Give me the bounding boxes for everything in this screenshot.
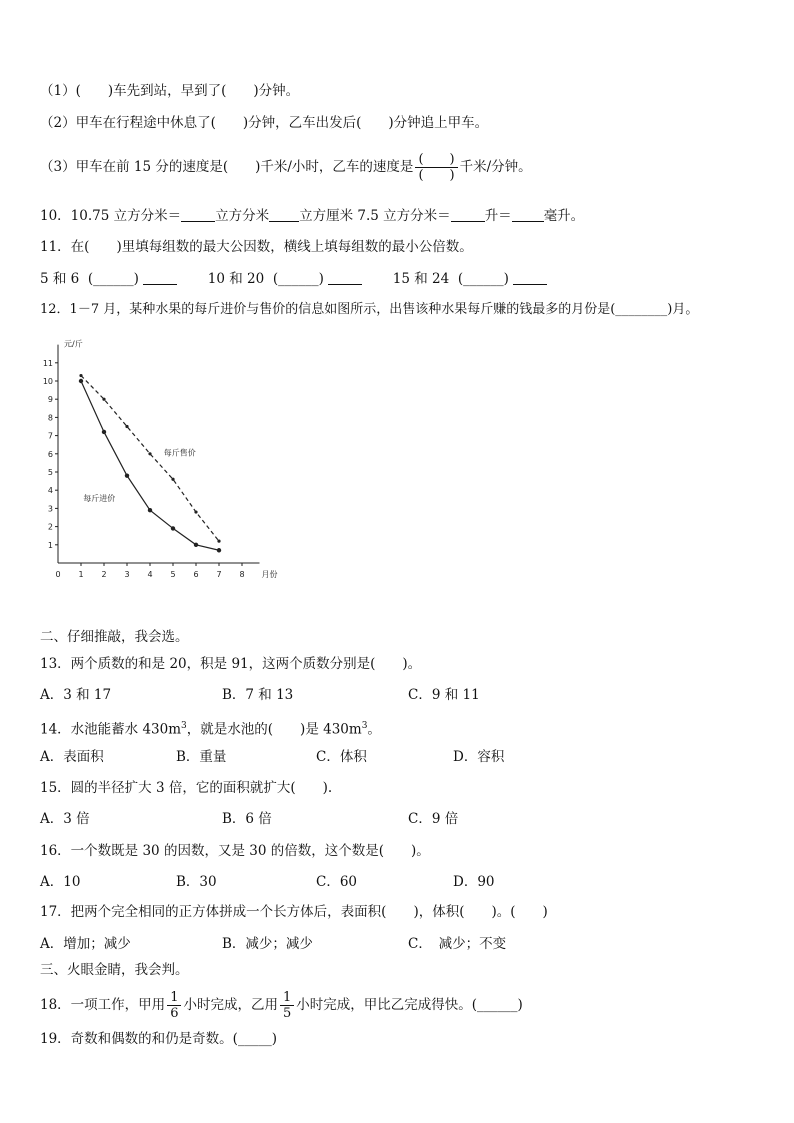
- q13-option-c[interactable]: C．9 和 11: [408, 687, 480, 703]
- y-tick-label: 10: [42, 377, 53, 386]
- q13-stem: 13．两个质数的和是 20，积是 91，这两个质数分别是( )。: [40, 656, 422, 672]
- q17-option-b[interactable]: B．减少；减少: [222, 936, 313, 952]
- series-2-point: [125, 473, 129, 477]
- q18-text-c[interactable]: 小时完成，甲比乙完成得快。(______): [296, 997, 523, 1013]
- y-tick-label: 8: [47, 413, 53, 423]
- x-tick-label: 7: [216, 570, 222, 579]
- q9-part3: [40, 152, 532, 183]
- q9-fraction-numerator: ( ): [415, 152, 457, 168]
- x-tick-label: 6: [193, 570, 199, 579]
- q12-stem: 12．1－7 月，某种水果的每斤进价与售价的信息如图所示，出售该种水果每斤赚的钱最多的月份是(________)月。: [40, 302, 699, 317]
- section3-title: 三、火眼金睛，我会判。: [40, 962, 189, 978]
- q9-part3-text: （3）甲车在前 15 分的速度是( )千米/小时，乙车的速度是: [40, 159, 414, 175]
- q14-option-d[interactable]: D．容积: [453, 749, 505, 765]
- series-1-point: [102, 398, 105, 401]
- q15-option-c[interactable]: C．9 倍: [408, 811, 459, 827]
- x-tick-label: 0: [55, 570, 61, 579]
- y-tick-label: 2: [47, 522, 53, 532]
- q10-blank-3[interactable]: [451, 207, 485, 222]
- q14-stem: [40, 717, 381, 739]
- q10-text-d: 升＝: [484, 208, 512, 224]
- x-tick-label: 5: [170, 570, 176, 579]
- q14-option-a[interactable]: A．表面积: [40, 749, 104, 765]
- series-2-point: [194, 543, 198, 547]
- q11-group2-blank[interactable]: [328, 270, 362, 285]
- q18-stem: [40, 990, 523, 1021]
- series-line-1: [81, 376, 219, 542]
- q18-fraction-2-num: 1: [280, 990, 294, 1006]
- q11-group1-blank[interactable]: [143, 270, 177, 285]
- series-1-point: [79, 374, 82, 377]
- q10-blank-2[interactable]: [269, 207, 299, 222]
- q11-group1-paren[interactable]: (______): [87, 271, 139, 287]
- q14-option-b[interactable]: B．重量: [176, 749, 227, 765]
- q13-option-a[interactable]: A．3 和 17: [40, 687, 112, 703]
- y-tick-label: 1: [47, 540, 53, 550]
- series-1-point: [125, 425, 128, 428]
- y-tick-label: 11: [42, 358, 53, 368]
- q10-blank-4[interactable]: [512, 207, 544, 222]
- x-tick-label: 1: [78, 570, 84, 579]
- q18-fraction-1: [167, 990, 181, 1021]
- series-label-buy: 每斤进价: [83, 494, 116, 504]
- q14-sup-2: 3: [361, 721, 368, 731]
- q13-option-b[interactable]: B．7 和 13: [222, 687, 294, 703]
- q9-fraction-denominator: ( ): [418, 168, 455, 183]
- q9-part2: （2）甲车在行程途中休息了( )分钟，乙车出发后( )分钟追上甲车。: [40, 115, 489, 131]
- q9-part3-unit: 千米/分钟。: [459, 159, 532, 175]
- y-tick-label: 7: [47, 431, 53, 441]
- price-line-chart: [40, 335, 300, 585]
- q14-stem-b: ，就是水池的( )是 430m: [186, 721, 362, 738]
- y-tick-label: 3: [47, 504, 53, 514]
- q18-fraction-1-num: 1: [167, 990, 181, 1006]
- y-axis-title: 元/斤: [64, 339, 83, 349]
- q11-groups: [40, 270, 547, 288]
- y-tick-label: 6: [47, 449, 53, 459]
- q14-stem-a: 14．水池能蓄水 430m: [40, 721, 182, 738]
- q14-sup-1: 3: [181, 721, 187, 731]
- q11-stem: 11．在( )里填每组数的最大公因数，横线上填每组数的最小公倍数。: [40, 239, 473, 255]
- series-1-point: [171, 478, 174, 481]
- q11-group3-blank[interactable]: [513, 270, 547, 285]
- q10-text-e: 毫升。: [543, 208, 585, 224]
- y-tick-label: 4: [47, 486, 53, 496]
- section2-title: 二、仔细推敲，我会选。: [40, 629, 189, 645]
- series-2-point: [171, 526, 175, 530]
- x-tick-label: 4: [147, 570, 153, 579]
- series-1-point: [194, 510, 197, 513]
- q16-stem: 16．一个数既是 30 的因数，又是 30 的倍数，这个数是( )。: [40, 843, 430, 859]
- q17-option-c[interactable]: C． 减少；不变: [408, 936, 507, 952]
- x-tick-label: 8: [239, 570, 245, 579]
- q11-group3-label: 15 和 24: [392, 271, 450, 287]
- q11-group3-paren[interactable]: (______): [457, 271, 509, 287]
- q11-group2-label: 10 和 20: [207, 271, 265, 287]
- x-tick-label: 2: [101, 570, 107, 579]
- q10: [40, 207, 584, 225]
- q16-option-d[interactable]: D．90: [453, 874, 495, 890]
- q17-stem: 17．把两个完全相同的正方体拼成一个长方体后，表面积( )，体积( )。( ): [40, 904, 548, 920]
- q14-stem-c: 。: [367, 721, 381, 738]
- series-2-point: [102, 430, 106, 434]
- x-axis-title: 月份: [261, 570, 278, 579]
- y-tick-label: 5: [47, 468, 53, 477]
- q10-text-b: 立方分米: [215, 208, 270, 224]
- q9-part1: （1）( )车先到站，早到了( )分钟。: [40, 83, 300, 99]
- series-1-point: [217, 540, 220, 543]
- q17-option-a[interactable]: A．增加；减少: [40, 936, 131, 952]
- q10-blank-1[interactable]: [181, 207, 215, 222]
- series-2-point: [148, 508, 152, 512]
- q15-option-b[interactable]: B．6 倍: [222, 811, 272, 827]
- series-2-point: [217, 548, 221, 552]
- series-line-2: [81, 381, 219, 550]
- y-tick-label: 9: [47, 395, 53, 405]
- q14-option-c[interactable]: C．体积: [316, 749, 367, 765]
- q16-option-c[interactable]: C．60: [316, 874, 358, 890]
- q15-stem: 15．圆的半径扩大 3 倍，它的面积就扩大( ).: [40, 780, 333, 796]
- series-1-point: [148, 452, 151, 455]
- series-2-point: [79, 379, 83, 383]
- q18-text-b: 小时完成，乙用: [183, 997, 278, 1013]
- q18-fraction-2-den: 5: [282, 1006, 292, 1021]
- q11-group1-label: 5 和 6: [40, 271, 80, 287]
- q16-option-b[interactable]: B．30: [176, 874, 217, 890]
- series-label-sell: 每斤售价: [163, 448, 196, 458]
- q18-fraction-2: [280, 990, 294, 1021]
- q18-fraction-1-den: 6: [170, 1006, 179, 1021]
- q18-text-a: 18．一项工作，甲用: [40, 997, 166, 1013]
- q10-text-c: 立方厘米 7.5 立方分米＝: [299, 208, 451, 224]
- q11-group2-paren[interactable]: (______): [272, 271, 324, 287]
- q10-text-a: 10．10.75 立方分米＝: [40, 208, 182, 224]
- q19-stem[interactable]: 19．奇数和偶数的和仍是奇数。(_____): [40, 1031, 277, 1047]
- q16-option-a[interactable]: A．10: [40, 874, 81, 890]
- q9-fraction: [415, 152, 457, 183]
- q15-option-a[interactable]: A．3 倍: [40, 811, 90, 827]
- x-tick-label: 3: [124, 570, 130, 579]
